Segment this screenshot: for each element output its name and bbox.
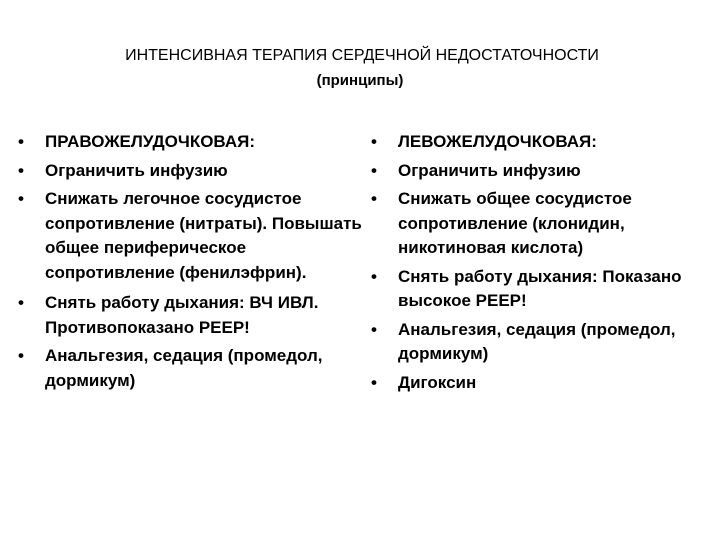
- list-item: [18, 344, 363, 393]
- slide-title-main: ИНТЕНСИВНАЯ ТЕРАПИЯ СЕРДЕЧНОЙ НЕДОСТАТОЧНОСТИ: [125, 47, 599, 64]
- bullet-icon: •: [371, 372, 377, 392]
- list-item-text: Ограничить инфузию: [398, 160, 581, 180]
- bullet-icon: •: [18, 132, 24, 151]
- list-item-text: Снять работу дыхания: ВЧ ИВЛ. Противопоказано PEEP!: [45, 293, 319, 337]
- list-item-text: ЛЕВОЖЕЛУДОЧКОВАЯ:: [398, 132, 597, 151]
- list-item-text: Ограничить инфузию: [45, 160, 228, 180]
- slide-title-subtitle: (принципы): [316, 72, 404, 89]
- list-item-text: ПРАВОЖЕЛУДОЧКОВАЯ:: [45, 132, 256, 151]
- list-item-text: Снять работу дыхания: Показано высокое PEEP!: [398, 266, 682, 310]
- bullet-icon: •: [18, 293, 24, 312]
- bullet-icon: •: [18, 189, 24, 208]
- list-item: [371, 187, 701, 261]
- list-item-text: Анальгезия, седация (промедол, дормикум): [398, 319, 676, 363]
- list-item: [371, 159, 701, 184]
- list-item: [371, 318, 701, 367]
- list-item: [371, 371, 701, 396]
- list-item-text: Снижать легочное сосудистое сопротивление (нитраты). Повышать общее периферическое сопротивление (фенилэфрин).: [45, 189, 362, 282]
- bullet-icon: •: [371, 189, 377, 208]
- left-column-list: [18, 130, 363, 397]
- bullet-icon: •: [371, 319, 377, 339]
- list-item-text: Дигоксин: [398, 372, 477, 392]
- bullet-icon: •: [371, 160, 377, 180]
- slide-title: [0, 43, 720, 93]
- list-item-text: Анальгезия, седация (промедол, дормикум): [45, 346, 323, 390]
- list-item: [18, 187, 363, 285]
- bullet-icon: •: [18, 346, 24, 365]
- bullet-icon: •: [371, 132, 377, 151]
- list-item: [371, 130, 701, 155]
- list-item: [18, 130, 363, 155]
- bullet-icon: •: [18, 160, 24, 180]
- right-column-list: [371, 130, 701, 399]
- list-item-text: Снижать общее сосудистое сопротивление (клонидин, никотиновая кислота): [398, 189, 632, 257]
- bullet-icon: •: [371, 266, 377, 286]
- list-item: [371, 265, 701, 314]
- list-item: [18, 159, 363, 184]
- list-item: [18, 291, 363, 340]
